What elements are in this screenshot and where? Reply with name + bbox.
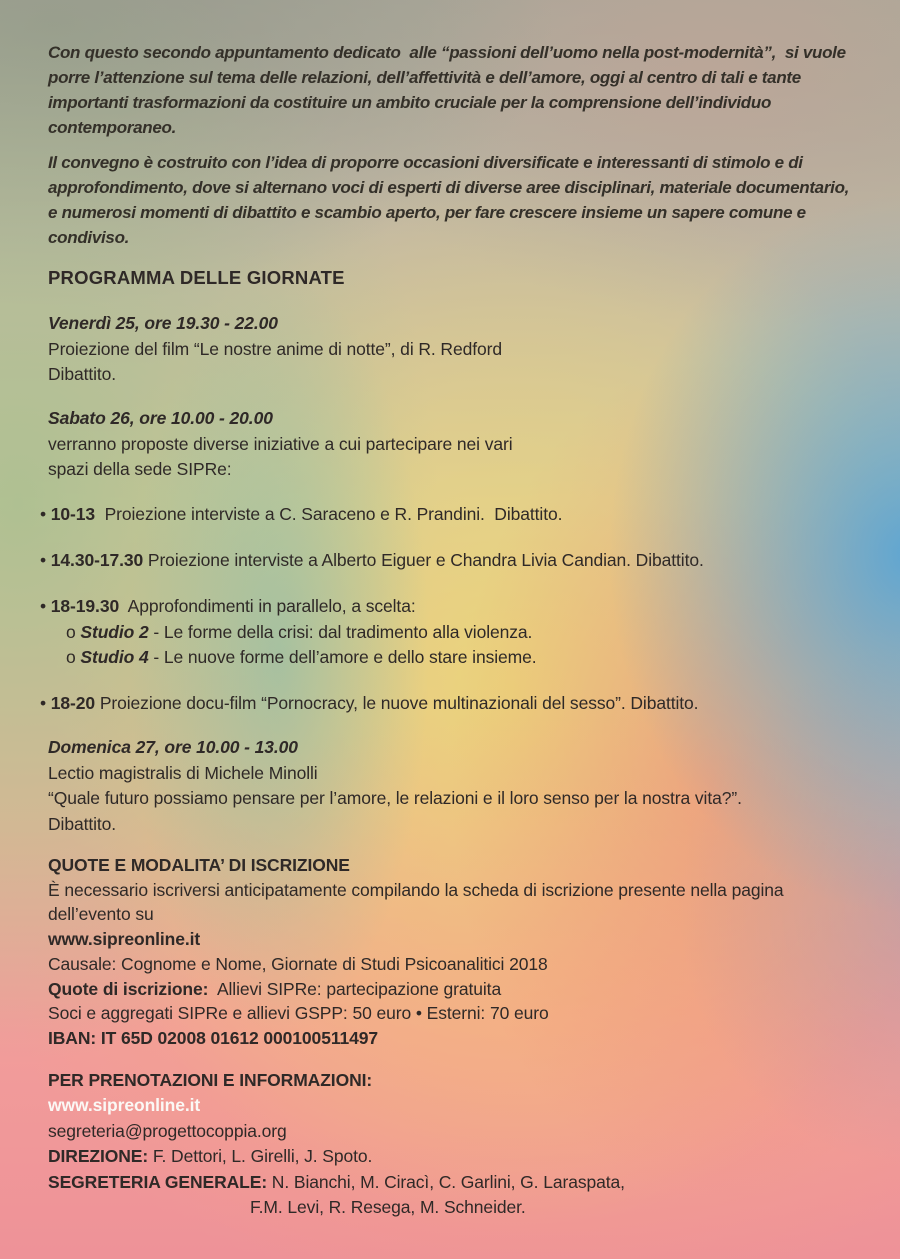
- contacts-email-link[interactable]: segreteria@progettocoppia.org: [48, 1120, 287, 1141]
- schedule-item-1: [40, 502, 864, 528]
- saturday-header: Sabato 26, ore 10.00 - 20.00: [48, 408, 273, 428]
- contacts-section: [48, 1068, 864, 1220]
- sunday-line-3: Dibattito.: [48, 813, 117, 834]
- studio-4-text: - Le nuove forme dell’amore e dello stare insieme.: [148, 647, 537, 667]
- enrollment-line-2: dell’evento su: [48, 904, 154, 925]
- schedule-item-2-time: 14.30-17.30: [50, 550, 144, 570]
- fee-text: Allievi SIPRe: partecipazione gratuita: [208, 978, 502, 999]
- direction-names: F. Dettori, L. Girelli, J. Spoto.: [148, 1146, 373, 1167]
- schedule-item-2-text: Proiezione interviste a Alberto Eiguer e Chandra Livia Candian. Dibattito.: [143, 550, 704, 570]
- sunday-header: Domenica 27, ore 10.00 - 13.00: [48, 737, 298, 757]
- bullet-dot: •: [40, 596, 51, 616]
- enrollment-website-link[interactable]: www.sipreonline.it: [48, 929, 201, 950]
- intro-p2-line-2: approfondimento, dove si alternano voci di esperti di diverse aree disciplinari, materiale documentario,: [48, 178, 850, 197]
- fee-label: Quote di iscrizione:: [48, 978, 209, 999]
- intro-p1-line-1: Con questo secondo appuntamento dedicato alle “passioni dell’uomo nella post-modernità”, si vuole: [48, 43, 846, 62]
- intro-p2-line-4: condiviso.: [48, 228, 130, 247]
- sub-bullet-marker: o: [66, 647, 81, 667]
- schedule-item-3-line: [40, 594, 864, 620]
- contacts-website-link[interactable]: www.sipreonline.it: [48, 1095, 201, 1116]
- schedule-item-2-line: [40, 548, 864, 574]
- program-day-sunday: [48, 735, 864, 837]
- intro-p2-line-1: Il convegno è costruito con l’idea di proporre occasioni diversificate e interessanti di stimolo e di: [48, 153, 803, 172]
- intro-p1-line-3: importanti trasformazioni da costituire un ambito cruciale per la comprensione dell’individuo: [48, 93, 772, 112]
- program-title: PROGRAMMA DELLE GIORNATE: [48, 267, 345, 288]
- contacts-title: PER PRENOTAZIONI E INFORMAZIONI:: [48, 1070, 373, 1090]
- bullet-dot: •: [40, 504, 51, 524]
- saturday-line-1: verranno proposte diverse iniziative a cui partecipare nei vari: [48, 433, 513, 454]
- direction-label: DIREZIONE:: [48, 1146, 149, 1167]
- enrollment-causale: Causale: Cognome e Nome, Giornate di Studi Psicoanalitici 2018: [48, 953, 548, 974]
- schedule-item-1-time: 10-13: [50, 504, 96, 524]
- bullet-dot: •: [40, 693, 51, 713]
- intro-paragraph-2: [48, 150, 864, 250]
- schedule-item-3-sub-2: [40, 645, 864, 671]
- friday-line-2: Dibattito.: [48, 364, 117, 384]
- schedule-item-3-sub-1: [40, 620, 864, 646]
- intro-p2-line-3: e numerosi momenti di dibattito e scambio aperto, per fare crescere insieme un sapere comune e: [48, 203, 806, 222]
- contacts-direction: [48, 1144, 864, 1169]
- schedule-item-1-line: [40, 502, 864, 528]
- friday-header: Venerdì 25, ore 19.30 - 22.00: [48, 313, 278, 333]
- program-day-friday: [48, 311, 864, 388]
- sunday-line-2: “Quale futuro possiamo pensare per l’amore, le relazioni e il loro senso per la nostra vita?”.: [48, 788, 742, 808]
- enrollment-line-1: È necessario iscriversi anticipatamente compilando la scheda di iscrizione presente nella pagina: [48, 879, 784, 900]
- enrollment-fees-line-2: Soci e aggregati SIPRe e allievi GSPP: 50 euro • Esterni: 70 euro: [48, 1003, 549, 1024]
- schedule-item-1-text: Proiezione interviste a C. Saraceno e R. Prandini. Dibattito.: [95, 504, 563, 524]
- secretary-names: N. Bianchi, M. Ciracì, C. Garlini, G. Laraspata,: [267, 1171, 625, 1192]
- enrollment-title: QUOTE E MODALITA’ DI ISCRIZIONE: [48, 855, 350, 875]
- studio-4-label: Studio 4: [80, 647, 149, 667]
- enrollment-fees: [48, 977, 864, 1002]
- sub-bullet-marker: o: [66, 621, 81, 642]
- enrollment-section: [48, 853, 864, 1051]
- saturday-line-2: spazi della sede SIPRe:: [48, 459, 232, 479]
- contacts-secretary-line-2: F.M. Levi, R. Resega, M. Schneider.: [250, 1197, 526, 1218]
- schedule-item-3: [40, 594, 864, 671]
- schedule-item-4-time: 18-20: [50, 693, 96, 713]
- contacts-secretary: [48, 1170, 864, 1195]
- schedule-item-4-line: [40, 691, 864, 717]
- friday-line-1: Proiezione del film “Le nostre anime di notte”, di R. Redford: [48, 338, 502, 359]
- schedule-item-3-text: Approfondimenti in parallelo, a scelta:: [119, 596, 416, 616]
- intro-p1-line-2: porre l’attenzione sul tema delle relazioni, dell’affettività e dell’amore, oggi al centro di tali e tante: [48, 68, 801, 87]
- program-day-saturday: [48, 406, 864, 483]
- secretary-label: SEGRETERIA GENERALE:: [48, 1171, 268, 1192]
- schedule-item-3-time: 18-19.30: [50, 596, 120, 616]
- studio-2-label: Studio 2: [80, 621, 149, 642]
- studio-2-text: - Le forme della crisi: dal tradimento alla violenza.: [148, 621, 533, 642]
- enrollment-iban: IBAN: IT 65D 02008 01612 000100511497: [48, 1027, 379, 1048]
- intro-paragraph-1: [48, 40, 864, 140]
- intro-p1-line-4: contemporaneo.: [48, 118, 177, 137]
- bullet-dot: •: [40, 550, 51, 570]
- sunday-line-1: Lectio magistralis di Michele Minolli: [48, 762, 318, 783]
- schedule-item-4-text: Proiezione docu-film “Pornocracy, le nuove multinazionali del sesso”. Dibattito.: [95, 693, 699, 713]
- schedule-item-4: [40, 691, 864, 717]
- schedule-item-2: [40, 548, 864, 574]
